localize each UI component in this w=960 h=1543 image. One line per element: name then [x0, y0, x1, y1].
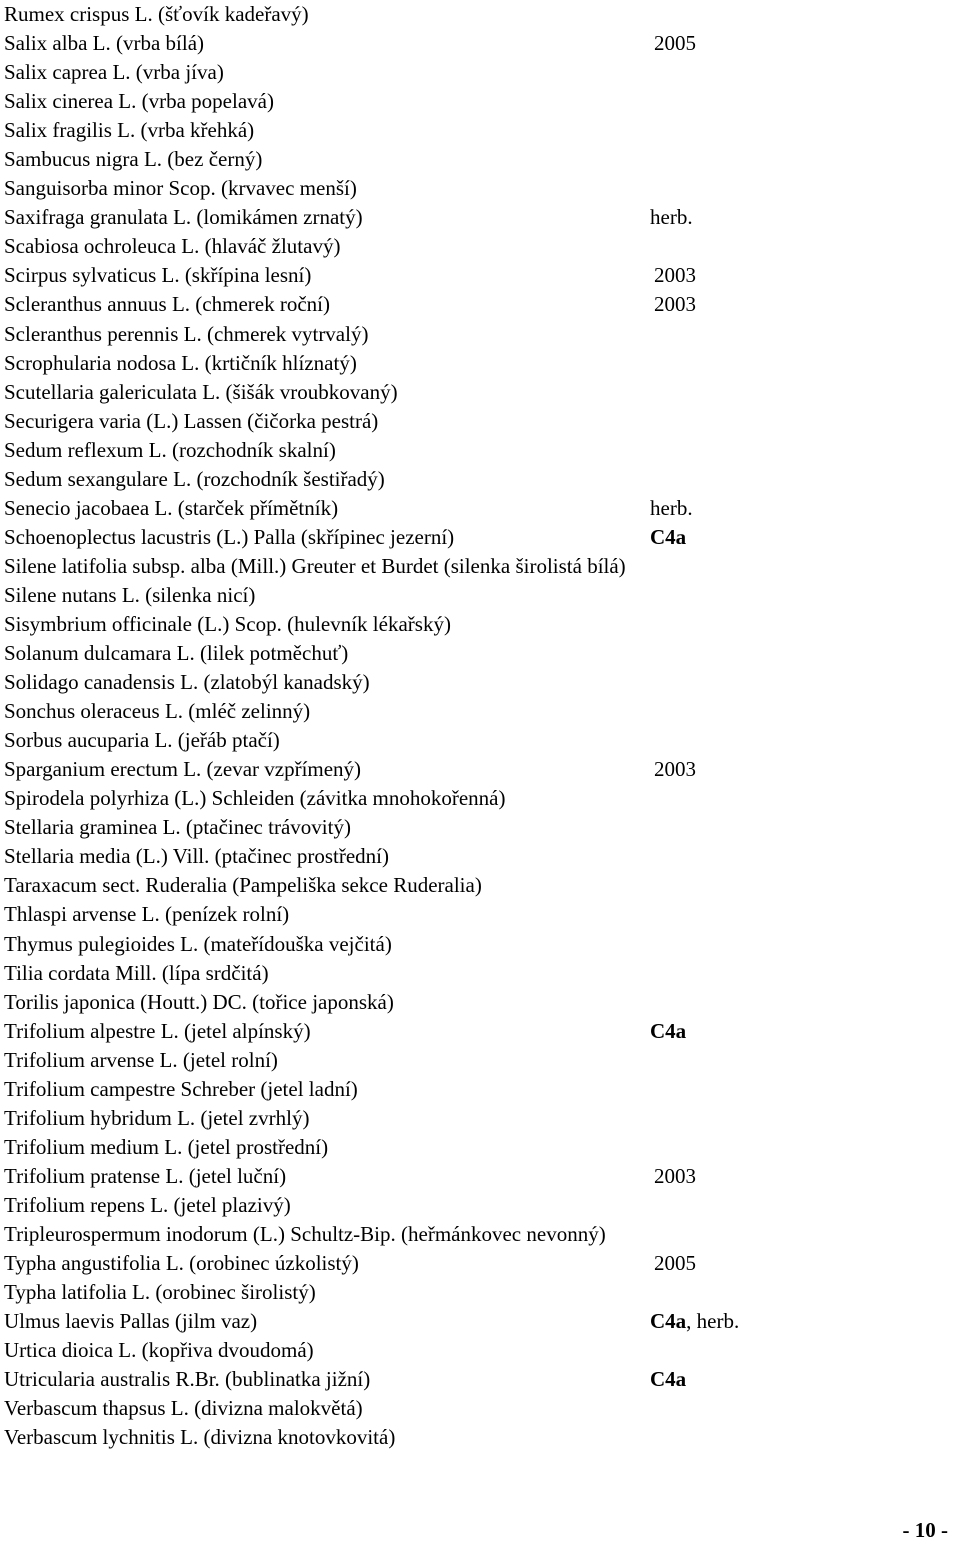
- species-name: Verbascum thapsus L. (divizna malokvětá): [4, 1396, 363, 1421]
- species-name: Salix alba L. (vrba bílá): [4, 31, 205, 56]
- list-item: [4, 1336, 954, 1365]
- list-item: [4, 232, 954, 261]
- species-name: Securigera varia (L.) Lassen (čičorka pestrá): [4, 408, 379, 433]
- species-name: Trifolium arvense L. (jetel rolní): [4, 1047, 278, 1072]
- species-name: Trifolium hybridum L. (jetel zvrhlý): [4, 1105, 310, 1130]
- species-name: Salix fragilis L. (vrba křehká): [4, 118, 255, 143]
- species-note: 2003: [654, 757, 696, 782]
- species-name: Schoenoplectus lacustris (L.) Palla (skřípinec jezerní): [4, 524, 455, 549]
- species-name: Salix cinerea L. (vrba popelavá): [4, 89, 274, 114]
- list-item: [4, 116, 954, 145]
- list-item: [4, 407, 954, 436]
- list-item: [4, 261, 954, 290]
- species-name: Tilia cordata Mill. (lípa srdčitá): [4, 960, 269, 985]
- species-name: Salix caprea L. (vrba jíva): [4, 60, 224, 85]
- species-name: Stellaria media (L.) Vill. (ptačinec prostřední): [4, 844, 389, 869]
- species-note: C4a: [650, 1018, 687, 1043]
- list-item: [4, 58, 954, 87]
- species-note: C4a: [650, 524, 687, 549]
- list-item: [4, 668, 954, 697]
- species-name: Trifolium repens L. (jetel plazivý): [4, 1192, 291, 1217]
- list-item: [4, 203, 954, 232]
- list-item: [4, 1220, 954, 1249]
- species-note: C4a, herb.: [650, 1309, 740, 1334]
- species-name: Trifolium alpestre L. (jetel alpínský): [4, 1018, 311, 1043]
- list-item: [4, 465, 954, 494]
- list-item: [4, 552, 954, 581]
- list-item: [4, 755, 954, 784]
- species-name: Sedum sexangulare L. (rozchodník šestiřadý): [4, 466, 385, 491]
- list-item: [4, 29, 954, 58]
- species-name: Ulmus laevis Pallas (jilm vaz): [4, 1309, 258, 1334]
- list-item: [4, 581, 954, 610]
- list-item: [4, 610, 954, 639]
- species-name: Sisymbrium officinale (L.) Scop. (hulevník lékařský): [4, 611, 451, 636]
- list-item: [4, 378, 954, 407]
- species-name: Sedum reflexum L. (rozchodník skalní): [4, 437, 336, 462]
- species-name: Silene nutans L. (silenka nicí): [4, 582, 256, 607]
- list-item: [4, 639, 954, 668]
- list-item: [4, 1191, 954, 1220]
- species-name: Trifolium campestre Schreber (jetel ladní): [4, 1076, 358, 1101]
- list-item: [4, 697, 954, 726]
- list-item: [4, 1307, 954, 1336]
- species-name: Scabiosa ochroleuca L. (hlaváč žlutavý): [4, 234, 341, 259]
- list-item: [4, 145, 954, 174]
- species-name: Silene latifolia subsp. alba (Mill.) Greuter et Burdet (silenka širolistá bílá): [4, 553, 626, 578]
- species-name: Typha angustifolia L. (orobinec úzkolistý): [4, 1251, 359, 1276]
- species-name: Verbascum lychnitis L. (divizna knotovkovitá): [4, 1425, 396, 1450]
- list-item: [4, 523, 954, 552]
- species-name: Saxifraga granulata L. (lomikámen zrnatý): [4, 205, 363, 230]
- list-item: [4, 813, 954, 842]
- species-name: Rumex crispus L. (šťovík kadeřavý): [4, 2, 309, 26]
- species-name: Sorbus aucuparia L. (jeřáb ptačí): [4, 728, 280, 753]
- list-item: [4, 1162, 954, 1191]
- list-item: [4, 871, 954, 900]
- species-name: Sonchus oleraceus L. (mléč zelinný): [4, 699, 311, 724]
- species-name: Scleranthus annuus L. (chmerek roční): [4, 292, 330, 317]
- species-name: Trifolium medium L. (jetel prostřední): [4, 1134, 329, 1159]
- species-note: 2003: [654, 1163, 696, 1188]
- list-item: [4, 1394, 954, 1423]
- species-name: Scleranthus perennis L. (chmerek vytrvalý): [4, 321, 369, 346]
- species-note: C4a: [650, 1367, 687, 1392]
- list-item: [4, 1133, 954, 1162]
- list-item: [4, 494, 954, 523]
- list-item: [4, 1278, 954, 1307]
- species-name: Utricularia australis R.Br. (bublinatka jižní): [4, 1367, 371, 1392]
- species-name: Senecio jacobaea L. (starček přímětník): [4, 495, 339, 520]
- species-name: Thymus pulegioides L. (mateřídouška vejčitá): [4, 931, 392, 956]
- species-name: Typha latifolia L. (orobinec širolistý): [4, 1280, 316, 1305]
- list-item: [4, 87, 954, 116]
- list-item: [4, 1249, 954, 1278]
- species-name: Taraxacum sect. Ruderalia (Pampeliška sekce Ruderalia): [4, 873, 482, 898]
- list-item: [4, 900, 954, 929]
- species-note: 2005: [654, 31, 696, 56]
- species-note: 2003: [654, 263, 696, 288]
- list-item: [4, 174, 954, 203]
- list-item: [4, 0, 954, 29]
- list-item: [4, 930, 954, 959]
- list-item: [4, 349, 954, 378]
- list-item: [4, 959, 954, 988]
- species-name: Sambucus nigra L. (bez černý): [4, 147, 263, 172]
- species-name: Sanguisorba minor Scop. (krvavec menší): [4, 176, 357, 201]
- list-item: [4, 436, 954, 465]
- species-name: Stellaria graminea L. (ptačinec trávovitý): [4, 815, 351, 840]
- species-name: Tripleurospermum inodorum (L.) Schultz-Bip. (heřmánkovec nevonný): [4, 1221, 606, 1246]
- species-name: Scrophularia nodosa L. (krtičník hlíznatý): [4, 350, 357, 375]
- species-name: Solidago canadensis L. (zlatobýl kanadský): [4, 670, 370, 695]
- page-number: - 10 -: [902, 1518, 948, 1542]
- species-name: Scirpus sylvaticus L. (skřípina lesní): [4, 263, 312, 288]
- list-item: [4, 1104, 954, 1133]
- species-name: Spirodela polyrhiza (L.) Schleiden (závitka mnohokořenná): [4, 786, 506, 811]
- species-name: Trifolium pratense L. (jetel luční): [4, 1163, 287, 1188]
- species-note: 2005: [654, 1251, 696, 1276]
- species-name: Scutellaria galericulata L. (šišák vroubkovaný): [4, 379, 398, 404]
- species-note: herb.: [650, 495, 693, 520]
- species-note: herb.: [650, 205, 693, 230]
- list-item: [4, 1423, 954, 1452]
- list-item: [4, 290, 954, 319]
- species-name: Torilis japonica (Houtt.) DC. (tořice japonská): [4, 989, 394, 1014]
- list-item: [4, 726, 954, 755]
- list-item: [4, 784, 954, 813]
- list-item: [4, 1075, 954, 1104]
- list-item: [4, 988, 954, 1017]
- species-name: Urtica dioica L. (kopřiva dvoudomá): [4, 1338, 314, 1363]
- species-name: Solanum dulcamara L. (lilek potměchuť): [4, 641, 349, 666]
- list-item: [4, 320, 954, 349]
- species-list: [4, 0, 954, 1452]
- list-item: [4, 1017, 954, 1046]
- species-name: Sparganium erectum L. (zevar vzpřímený): [4, 757, 362, 782]
- list-item: [4, 842, 954, 871]
- species-name: Thlaspi arvense L. (penízek rolní): [4, 902, 290, 927]
- list-item: [4, 1046, 954, 1075]
- list-item: [4, 1365, 954, 1394]
- species-note: 2003: [654, 292, 696, 317]
